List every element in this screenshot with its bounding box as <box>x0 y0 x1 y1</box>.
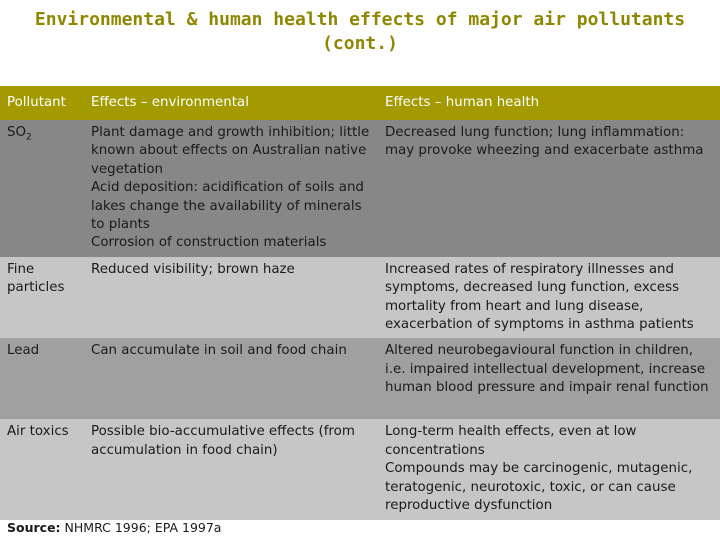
cell-health <box>378 338 720 419</box>
effect-line: Altered neurobegavioural function in children, i.e. impaired intellectual development, increase human blood pressure and impair renal function <box>385 343 709 396</box>
effect-line: Reduced visibility; brown haze <box>91 261 295 277</box>
title-line-2: (cont.) <box>322 33 398 54</box>
cell-environmental <box>84 120 378 257</box>
source-label: Source: <box>7 520 61 535</box>
cell-environmental <box>84 419 378 519</box>
cell-environmental <box>84 257 378 339</box>
cell-environmental <box>84 338 378 419</box>
effect-line: Acid deposition: acidification of soils and lakes change the availability of minerals to plants <box>91 180 364 233</box>
effect-line: Increased rates of respiratory illnesses and symptoms, decreased lung function, excess mortality from heart and lung disease, exacerbation of symptoms in asthma patients <box>385 261 694 333</box>
cell-health <box>378 419 720 519</box>
effect-line: Can accumulate in soil and food chain <box>91 343 347 359</box>
header-environmental: Effects – environmental <box>91 94 249 110</box>
source-text: NHMRC 1996; EPA 1997a <box>64 520 222 535</box>
cell-pollutant: Fine particles <box>0 257 84 339</box>
cell-health <box>378 120 720 257</box>
header-pollutant: Pollutant <box>7 94 66 110</box>
effect-line: Plant damage and growth inhibition; little known about effects on Australian native vegetation <box>91 125 370 177</box>
pollutant-name: SO <box>7 125 27 140</box>
effect-line: Corrosion of construction materials <box>91 235 327 251</box>
effect-line: Long-term health effects, even at low concentrations <box>385 424 637 458</box>
page-title <box>0 8 720 56</box>
title-line-1: Environmental & human health effects of major air pollutants <box>34 9 686 30</box>
table-row-lead <box>0 338 720 419</box>
effect-line: Possible bio-accumulative effects (from accumulation in food chain) <box>91 424 355 458</box>
effect-line: Compounds may be carcinogenic, mutagenic, teratogenic, neurotoxic, toxic, or can cause reproductive dysfunction <box>385 461 693 514</box>
pollutant-subscript: 2 <box>26 132 32 143</box>
cell-pollutant: Lead <box>0 338 84 419</box>
cell-pollutant <box>0 120 84 257</box>
source-note <box>7 520 221 535</box>
effect-line: Decreased lung function; lung inflammation: may provoke wheezing and exacerbate asthma <box>385 125 704 159</box>
table-row-air-toxics <box>0 419 720 519</box>
cell-pollutant: Air toxics <box>0 419 84 519</box>
table-row-so2 <box>0 120 720 257</box>
header-health: Effects – human health <box>385 94 540 110</box>
pollutants-table <box>0 86 720 520</box>
table-header-row <box>0 86 720 120</box>
table-row-fine-particles <box>0 257 720 339</box>
cell-health <box>378 257 720 339</box>
